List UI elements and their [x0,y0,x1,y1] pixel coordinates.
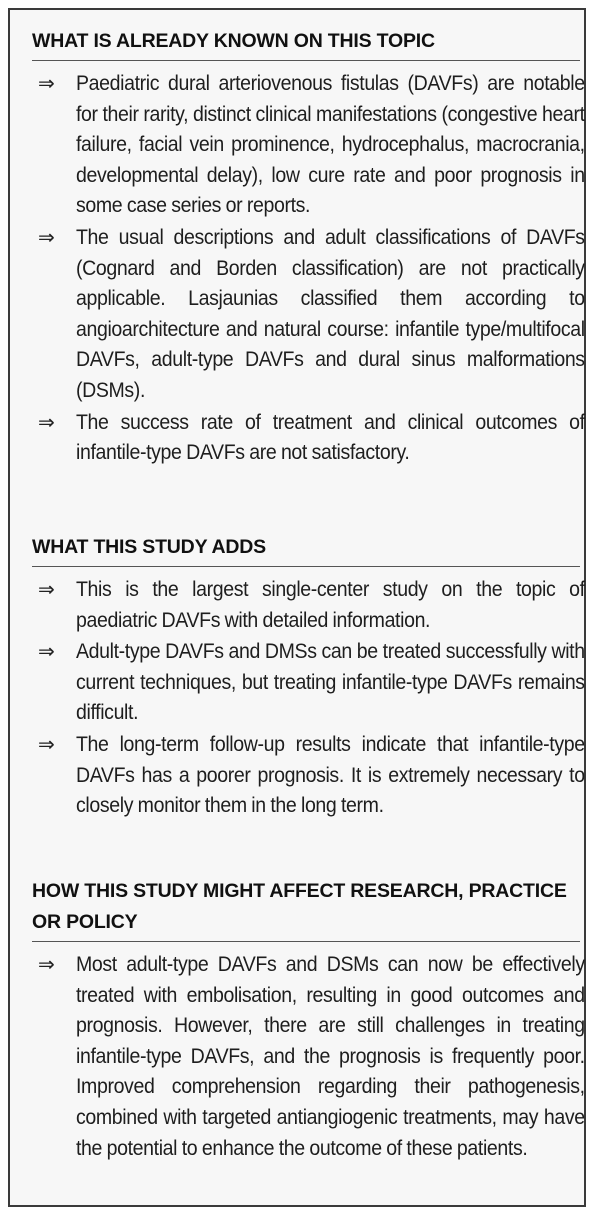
list-item-text: The success rate of treatment and clinical outcomes of infantile-type DAVFs are not satisfactory. [76,410,585,465]
list-item [32,69,585,222]
list-item [32,637,585,729]
list-item-text: Adult-type DAVFs and DMSs can be treated successfully with current techniques, but treating infantile-type DAVFs remains difficult. [76,640,585,725]
list-item-text: This is the largest single-center study on the topic of paediatric DAVFs with detailed information. [76,578,585,632]
list-item [32,575,585,636]
section-heading: HOW THIS STUDY MIGHT AFFECT RESEARCH, PRACTICE OR POLICY [32,876,580,942]
arrow-icon: ⇒ [38,73,55,95]
arrow-icon: ⇒ [38,641,55,664]
section-study-adds [32,532,585,823]
list-item [32,730,585,822]
section-heading: WHAT IS ALREADY KNOWN ON THIS TOPIC [32,26,580,61]
list-item [32,950,585,1164]
section-known [32,26,585,470]
list-item-text: The usual descriptions and adult classifications of DAVFs (Cognard and Borden classification) are not practically applicable. Lasjaunias classified them according to angioarchitecture and natural course: infantile type/multifocal DAVFs, adult-type DAVFs and dural sinus malformations (DSMs). [76,225,585,402]
arrow-icon: ⇒ [38,954,55,976]
list-item [32,408,585,469]
list-item-text: The long-term follow-up results indicate that infantile-type DAVFs has a poorer prognosis. It is extremely necessary to closely monitor them in the long term. [76,732,585,818]
arrow-icon: ⇒ [38,579,55,601]
section-heading: WHAT THIS STUDY ADDS [32,532,580,567]
arrow-icon: ⇒ [38,226,55,249]
list-item-text: Paediatric dural arteriovenous fistulas (DAVFs) are notable for their rarity, distinct clinical manifestations (congestive heart failure, facial vein prominence, hydrocephalus, macrocrania, developmental delay), low cure rate and poor prognosis in some case series or reports. [76,72,585,218]
arrow-icon: ⇒ [38,411,55,434]
section-research-impact [32,876,585,1165]
list-item-text: Most adult-type DAVFs and DSMs can now be effectively treated with embolisation, resulting in good outcomes and prognosis. However, there are still challenges in treating infantile-type DAVFs, and the prognosis is frequently poor. Improved comprehension regarding their pathogenesis, combined with targeted antiangiogenic treatments, may have the potential to enhance the outcome of these patients. [76,953,585,1160]
key-messages-box [8,8,586,1207]
arrow-icon: ⇒ [38,733,55,756]
list-item [32,223,585,407]
